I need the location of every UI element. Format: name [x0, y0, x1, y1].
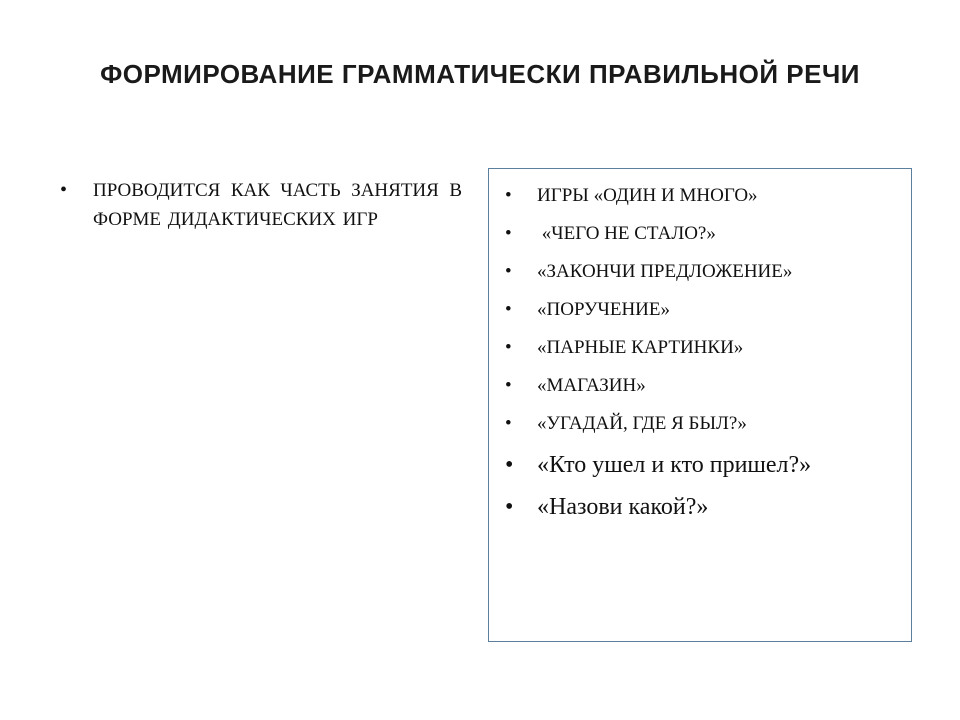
list-item [501, 177, 901, 215]
game-label: «УГАДАЙ, ГДЕ Я БЫЛ?» [537, 413, 747, 434]
list-item [501, 367, 901, 405]
game-label: ИГРЫ «ОДИН И МНОГО» [537, 185, 758, 206]
game-label: «ЧЕГО НЕ СТАЛО?» [537, 223, 716, 244]
list-item [501, 445, 901, 485]
slide-title: ФОРМИРОВАНИЕ ГРАММАТИЧЕСКИ ПРАВИЛЬНОЙ РЕЧИ [100, 59, 860, 89]
game-label: «ПОРУЧЕНИЕ» [537, 299, 670, 320]
bullet-dot: • [505, 337, 512, 358]
game-label: «МАГАЗИН» [537, 375, 646, 396]
game-label: «ЗАКОНЧИ ПРЕДЛОЖЕНИЕ» [537, 261, 793, 282]
bullet-dot: • [505, 375, 512, 396]
bullet-dot: • [505, 261, 512, 282]
bullet-dot: • [505, 452, 514, 478]
game-label: «Назови какой?» [537, 494, 709, 520]
list-item [501, 291, 901, 329]
bullet-dot: • [505, 185, 512, 206]
left-bullet-text: ПРОВОДИТСЯ КАК ЧАСТЬ ЗАНЯТИЯ В ФОРМЕ ДИДАКТИЧЕСКИХ ИГР [93, 180, 462, 230]
list-item [501, 329, 901, 367]
bullet-dot: • [505, 299, 512, 320]
bullet-dot: • [505, 223, 512, 244]
list-item [501, 487, 901, 527]
bullet-dot: • [505, 494, 514, 520]
games-box [488, 168, 912, 642]
bullet-dot: • [60, 179, 68, 201]
bullet-dot: • [505, 413, 512, 434]
left-column [60, 176, 462, 234]
list-item [501, 405, 901, 443]
game-label: «ПАРНЫЕ КАРТИНКИ» [537, 337, 744, 358]
list-item [501, 253, 901, 291]
games-list [501, 177, 901, 527]
game-label: «Кто ушел и кто пришел?» [537, 452, 812, 478]
list-item [501, 215, 901, 253]
